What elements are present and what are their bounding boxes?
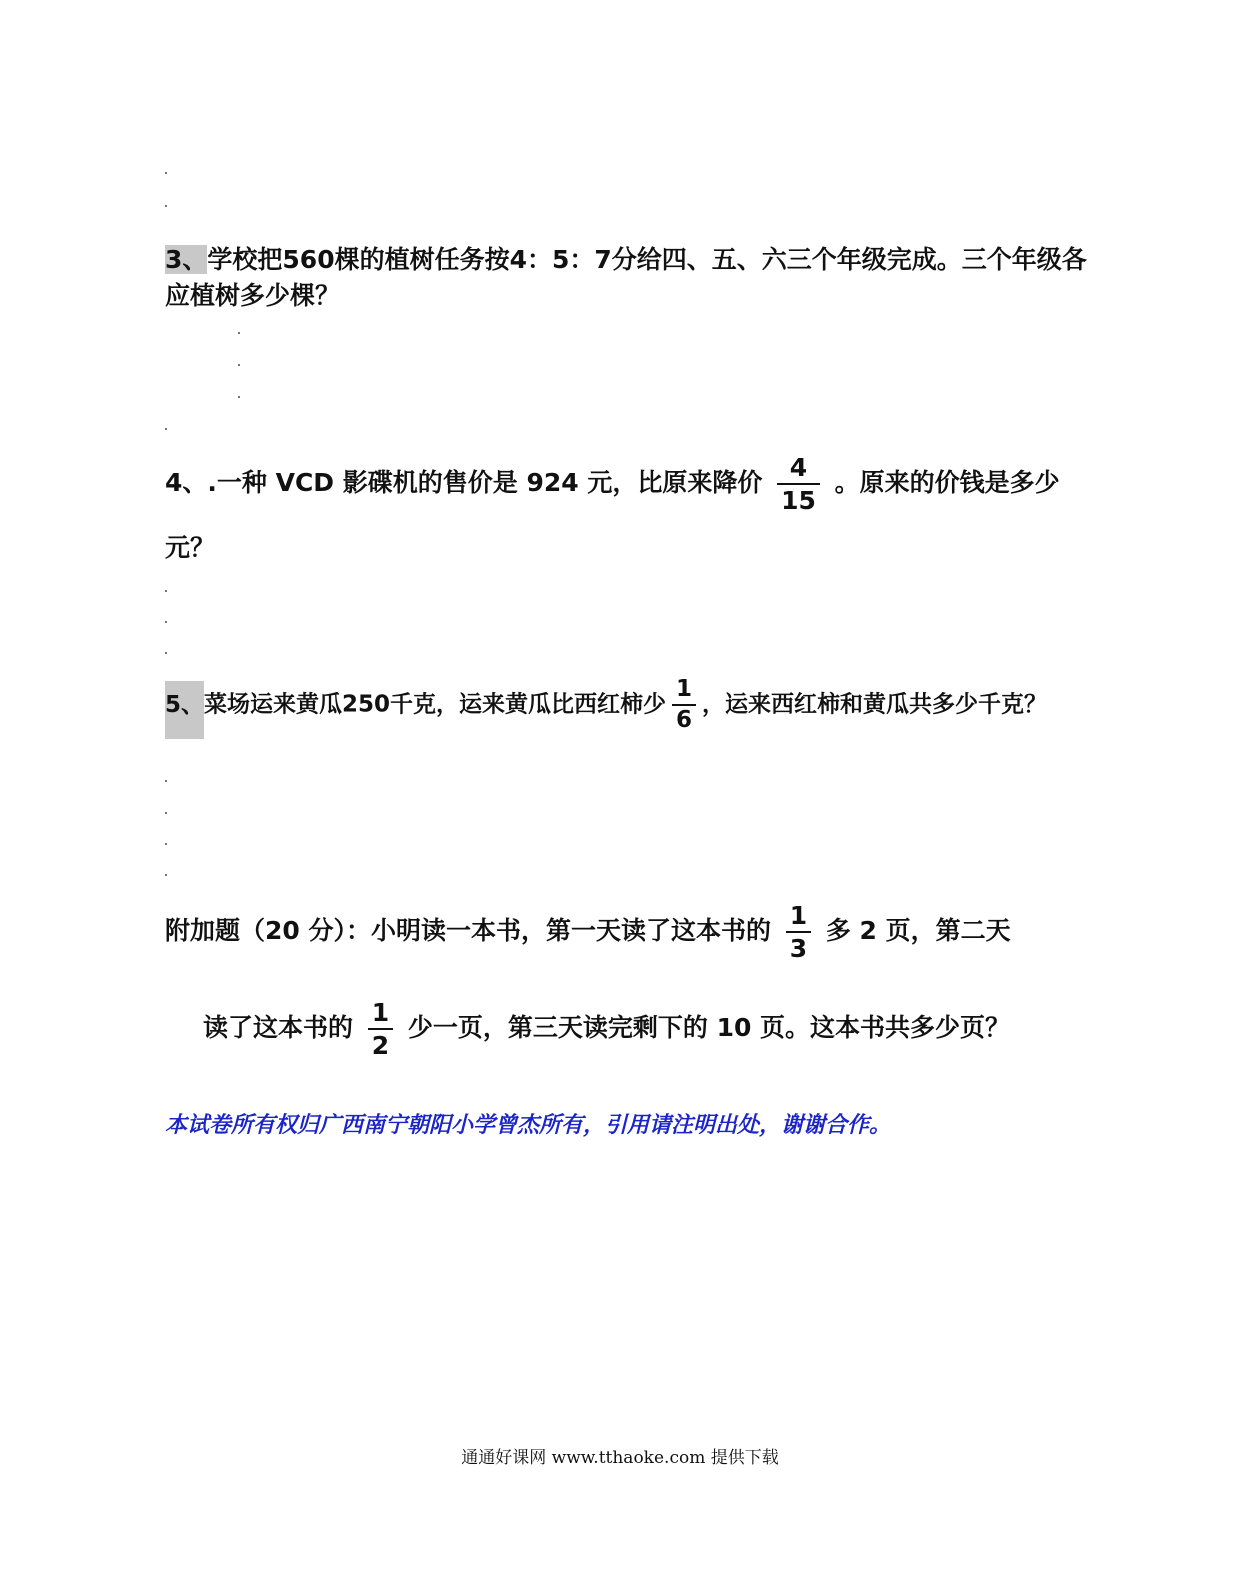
question-3: [165, 242, 1087, 314]
fraction-1-3: [786, 903, 811, 961]
bonus-question-line-2: [203, 1000, 1010, 1058]
question-3-text: 学校把560棵的植树任务按4：5：7分给四、五、六三个年级完成。三个年级各: [207, 245, 1087, 274]
bonus-text-c: 读了这本书的: [203, 1013, 354, 1042]
question-4-line-2: 元？: [165, 533, 216, 562]
fraction-4-15: [777, 455, 820, 513]
question-4-text-a: .一种 VCD 影碟机的售价是 924 元，比原来降价: [207, 468, 763, 497]
fraction-1-6: [672, 678, 696, 732]
fraction-numerator: 1: [672, 678, 696, 706]
bonus-text-b: 多 2 页，第二天: [825, 916, 1011, 945]
fraction-numerator: 4: [777, 455, 820, 485]
question-3-number: 3、: [165, 245, 208, 274]
question-4-text-b: 。原来的价钱是多少: [834, 468, 1060, 497]
fraction-numerator: 1: [786, 903, 811, 933]
paragraph-mark: [165, 652, 167, 654]
question-5-text-a: 菜场运来黄瓜250千克，运来黄瓜比西红柿少: [204, 691, 667, 718]
copyright-notice: 本试卷所有权归广西南宁朝阳小学曾杰所有，引用请注明出处，谢谢合作。: [165, 1112, 892, 1138]
bonus-text-a: 附加题（20 分）：小明读一本书，第一天读了这本书的: [165, 916, 771, 945]
paragraph-mark: [238, 396, 240, 398]
question-3-line-1: [165, 242, 1087, 278]
fraction-1-2: [368, 1000, 393, 1058]
paragraph-mark: [165, 621, 167, 623]
fraction-numerator: 1: [368, 1000, 393, 1030]
question-5: [165, 678, 1047, 739]
bonus-question: [165, 903, 1011, 961]
paragraph-mark: [165, 172, 167, 174]
fraction-denominator: 2: [371, 1031, 390, 1060]
fraction-denominator: 6: [676, 707, 693, 733]
paragraph-mark: [165, 205, 167, 207]
question-3-line-2: 应植树多少棵？: [165, 281, 341, 310]
question-4-number: 4、: [165, 468, 208, 497]
page-footer: 通通好课网 www.tthaoke.com 提供下载: [461, 1448, 779, 1468]
paragraph-mark: [238, 364, 240, 366]
question-4: [165, 455, 1060, 513]
paragraph-mark: [165, 428, 167, 430]
question-5-text-b: ，运来西红柿和黄瓜共多少千克？: [702, 691, 1048, 718]
fraction-denominator: 3: [789, 934, 808, 963]
fraction-denominator: 15: [781, 486, 816, 515]
question-5-number: 5、: [165, 681, 204, 739]
paragraph-mark: [165, 874, 167, 876]
bonus-text-d: 少一页，第三天读完剩下的 10 页。这本书共多少页？: [407, 1013, 1011, 1042]
paragraph-mark: [165, 780, 167, 782]
paragraph-mark: [165, 590, 167, 592]
paragraph-mark: [165, 812, 167, 814]
paragraph-mark: [165, 843, 167, 845]
paragraph-mark: [238, 332, 240, 334]
